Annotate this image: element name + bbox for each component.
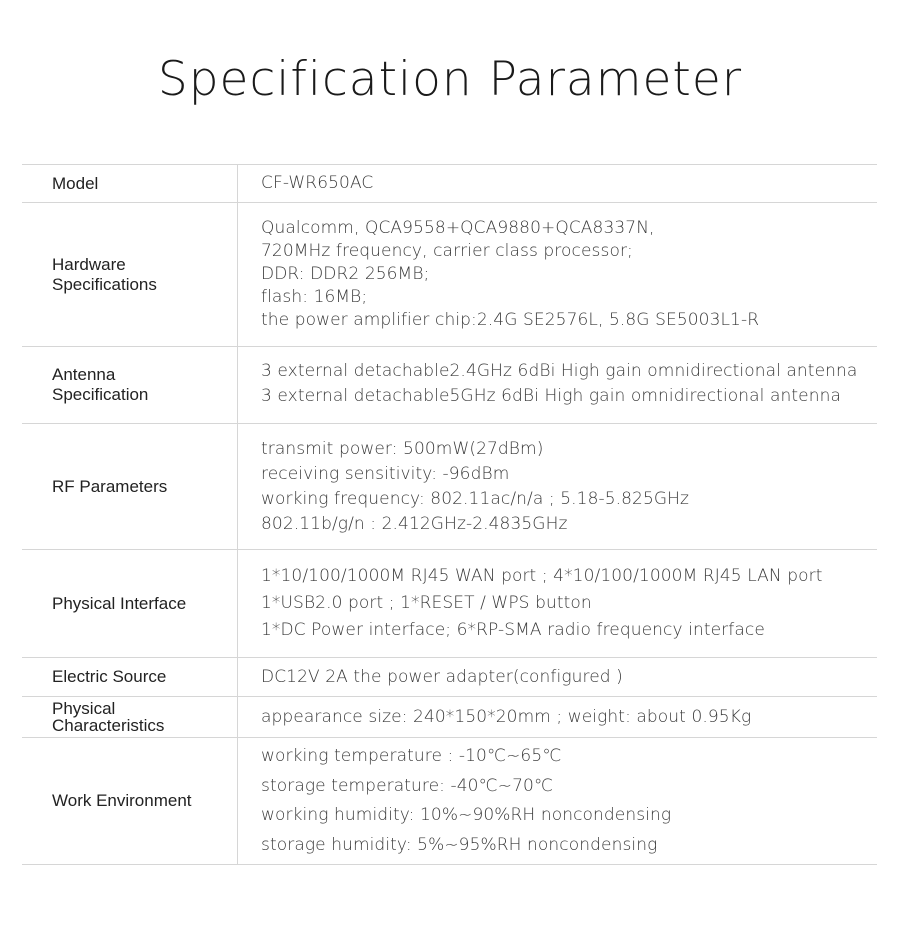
- spec-row-rf: [22, 424, 877, 550]
- spec-value-line: DC12V 2A the power adapter(configured ): [261, 666, 623, 687]
- spec-value-line: 3 external detachable5GHz 6dBi High gain omnidirectional antenna: [261, 386, 841, 406]
- spec-values: [238, 203, 877, 346]
- spec-value-line: working temperature : -10℃~65℃: [261, 746, 562, 766]
- spec-value-line: CF-WR650AC: [261, 173, 374, 193]
- spec-values: [238, 697, 877, 737]
- spec-label: Physical Interface: [22, 550, 238, 657]
- spec-value-line: DDR: DDR2 256MB;: [261, 264, 430, 284]
- spec-row-electric-source: [22, 658, 877, 697]
- spec-label: Antenna Specification: [22, 347, 238, 423]
- spec-label: Work Environment: [22, 738, 238, 864]
- spec-value-line: flash: 16MB;: [261, 287, 368, 307]
- spec-row-antenna: [22, 347, 877, 424]
- spec-row-work-environment: [22, 738, 877, 865]
- spec-value-line: working humidity: 10%~90%RH noncondensing: [261, 805, 672, 825]
- spec-value-line: working frequency: 802.11ac/n/a ; 5.18-5.825GHz: [261, 488, 690, 509]
- spec-label: Model: [22, 165, 238, 202]
- spec-values: [238, 424, 877, 549]
- spec-label: RF Parameters: [22, 424, 238, 549]
- spec-value-line: 720MHz frequency, carrier class processor;: [261, 241, 633, 261]
- spec-value-line: storage temperature: -40℃~70℃: [261, 775, 554, 796]
- spec-value-line: 1*10/100/1000M RJ45 WAN port ; 4*10/100/1000M RJ45 LAN port: [261, 566, 823, 586]
- spec-value-line: the power amplifier chip:2.4G SE2576L, 5.8G SE5003L1-R: [261, 310, 760, 330]
- spec-label: Electric Source: [22, 658, 238, 696]
- spec-values: [238, 658, 877, 696]
- spec-label: Physical Characteristics: [22, 697, 238, 737]
- spec-table: [22, 164, 877, 865]
- spec-value-line: 802.11b/g/n : 2.412GHz-2.4835GHz: [261, 513, 568, 534]
- spec-values: [238, 347, 877, 423]
- spec-row-physical-characteristics: [22, 697, 877, 738]
- spec-value-line: transmit power: 500mW(27dBm): [261, 438, 544, 459]
- spec-values: [238, 165, 877, 202]
- spec-value-line: 1*USB2.0 port ; 1*RESET / WPS button: [261, 593, 592, 613]
- spec-value-line: receiving sensitivity: -96dBm: [261, 463, 510, 484]
- spec-row-model: [22, 165, 877, 203]
- spec-row-hardware: [22, 203, 877, 347]
- spec-value-line: appearance size: 240*150*20mm ; weight: about 0.95Kg: [261, 706, 752, 727]
- spec-label: Hardware Specifications: [22, 203, 238, 346]
- spec-values: [238, 738, 877, 864]
- spec-value-line: storage humidity: 5%~95%RH noncondensing: [261, 834, 658, 855]
- spec-value-line: 1*DC Power interface; 6*RP-SMA radio frequency interface: [261, 620, 765, 640]
- spec-value-line: Qualcomm, QCA9558+QCA9880+QCA8337N,: [261, 218, 655, 238]
- spec-row-physical-interface: [22, 550, 877, 658]
- page-title: Specification Parameter: [157, 52, 743, 107]
- spec-values: [238, 550, 877, 657]
- spec-value-line: 3 external detachable2.4GHz 6dBi High gain omnidirectional antenna: [261, 361, 858, 381]
